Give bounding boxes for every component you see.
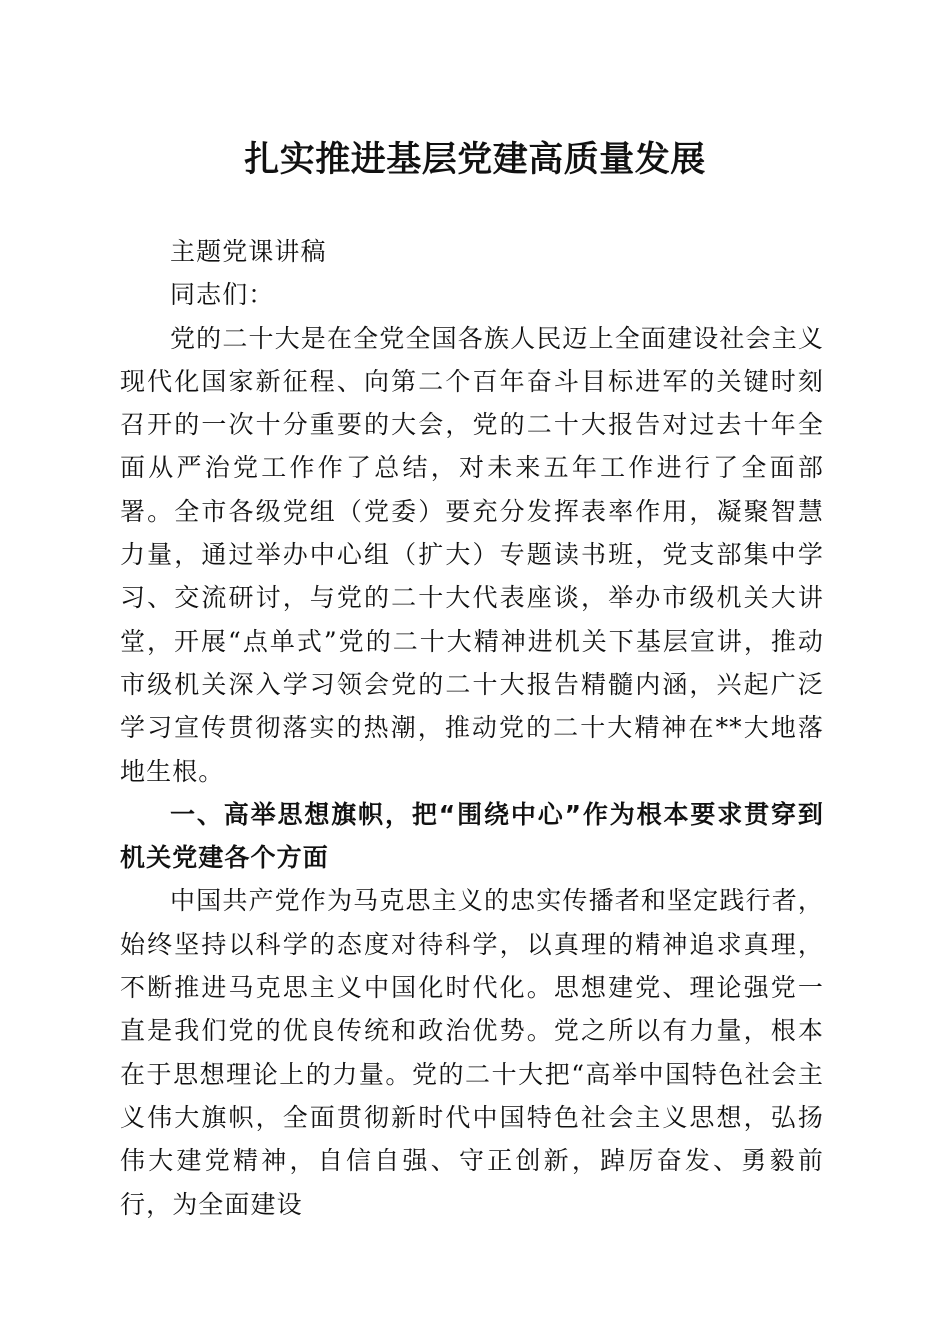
salutation: 同志们：	[170, 280, 275, 310]
section-heading-1: 一、高举思想旗帜，把“围绕中心”作为根本要求贯穿到机关党建各个方面	[120, 799, 824, 873]
document-title: 扎实推进基层党建高质量发展	[244, 139, 706, 180]
section-1-paragraph: 中国共产党作为马克思主义的忠实传播者和坚定践行者，始终坚持以科学的态度对待科学，以真理的精神追求真理，不断推进马克思主义中国化时代化。思想建党、理论强党一直是我们党的优良传统和政治优势。党之所以有力量，根本在于思想理论上的力量。党的二十大把“高举中国特色社会主义伟大旗帜，全面贯彻新时代中国特色社会主义思想，弘扬伟大建党精神，自信自强、守正创新，踔厉奋发、勇毅前行，为全面建设	[120, 886, 824, 1219]
document-subtitle: 主题党课讲稿	[170, 237, 327, 266]
intro-paragraph: 党的二十大是在全党全国各族人民迈上全面建设社会主义现代化国家新征程、向第二个百年奋斗目标进军的关键时刻召开的一次十分重要的大会，党的二十大报告对过去十年全面从严治党工作作了总结，对未来五年工作进行了全面部署。全市各级党组（党委）要充分发挥表率作用，凝聚智慧力量，通过举办中心组（扩大）专题读书班，党支部集中学习、交流研讨，与党的二十大代表座谈，举办市级机关大讲堂，开展“点单式”党的二十大精神进机关下基层宣讲，推动市级机关深入学习领会党的二十大报告精髓内涵，兴起广泛学习宣传贯彻落实的热潮，推动党的二十大精神在**大地落地生根。	[120, 323, 824, 786]
document-body	[120, 230, 824, 1226]
